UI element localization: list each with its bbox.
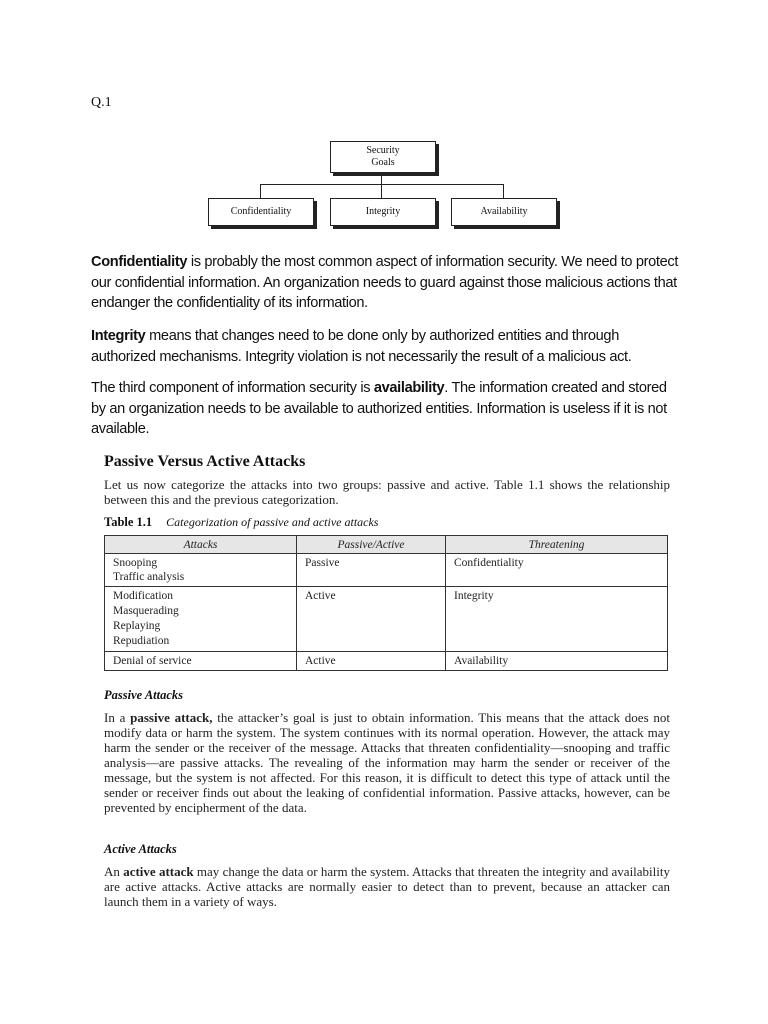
diagram-connector-stem [381, 172, 382, 184]
paragraph-integrity [91, 326, 681, 367]
paragraph-integrity-text: means that changes need to be done only by authorized entities and through authorized mechanisms. Integrity violation is not necessarily the result of a malicious act. [91, 328, 632, 365]
active-text: may change the data or harm the system. Attacks that threaten the integrity and availability are active attacks. Active attacks are normally easier to detect than to prevent, because an attacker can launch them in a variety of ways. [104, 864, 671, 909]
term-confidentiality: Confidentiality [91, 254, 188, 270]
term-availability: availability [373, 380, 445, 396]
attack-name: Traffic analysis [113, 571, 185, 583]
paragraph-confidentiality [91, 252, 681, 314]
table-cell-type: Active [297, 587, 446, 652]
book-intro: Let us now categorize the attacks into two groups: passive and active. Table 1.1 shows the relationship between this and the previous categorization. [104, 477, 670, 507]
diagram-box-availability: Availability [451, 198, 557, 226]
active-pre: An [104, 864, 124, 879]
attack-name: Repudiation [113, 635, 170, 647]
paragraph-availability-post: . The information created and stored by an organization needs to be available to authorized entities. Information is useless if it is not available. [91, 380, 667, 437]
paragraph-availability-pre: The third component of information security is [91, 380, 374, 396]
table-cell-attacks [105, 652, 297, 671]
table-cell-type: Active [297, 652, 446, 671]
attack-name: Masquerading [113, 605, 179, 617]
diagram-connector-right [503, 184, 504, 198]
subheading-active-attacks: Active Attacks [104, 842, 177, 856]
diagram-connector-left [260, 184, 261, 198]
table-row [105, 554, 668, 587]
table-cell-threat: Confidentiality [446, 554, 668, 587]
table-header-row [105, 536, 668, 554]
table-caption [104, 515, 378, 530]
table-row [105, 652, 668, 671]
table-header-attacks: Attacks [105, 536, 297, 554]
question-number: Q.1 [91, 95, 112, 110]
active-attacks-paragraph [104, 864, 670, 909]
table-header-passive-active: Passive/Active [297, 536, 446, 554]
table-cell-threat: Availability [446, 652, 668, 671]
attack-name: Denial of service [113, 655, 192, 667]
diagram-connector-middle [381, 184, 382, 198]
table-cell-threat: Integrity [446, 587, 668, 652]
subheading-passive-attacks: Passive Attacks [104, 688, 184, 702]
paragraph-availability [91, 378, 681, 440]
table-row [105, 587, 668, 652]
diagram-connector-bar [260, 184, 504, 185]
diagram-box-integrity: Integrity [330, 198, 436, 226]
passive-text: the attacker’s goal is just to obtain information. This means that the attack does not modify data or harm the system. The system continues with its normal operation. However, the attack may harm the sender or the receiver of the message. Attacks that threaten confidentiality—snooping and traffic analysis—are passive attacks. The revealing of the information may harm the sender or receiver of the message, but the system is not affected. For this reason, it is difficult to detect this type of attack until the sender or receiver finds out about the leaking of confidential information. Passive attacks, however, can be prevented by encipherment of the data. [104, 710, 670, 815]
table-label: Table 1.1 [104, 515, 153, 529]
section-heading-passive-vs-active: Passive Versus Active Attacks [104, 453, 306, 470]
attack-name: Snooping [113, 557, 158, 569]
table-cell-attacks [105, 587, 297, 652]
diagram-box-confidentiality: Confidentiality [208, 198, 314, 226]
paragraph-confidentiality-text: is probably the most common aspect of information security. We need to protect our confidential information. An organization needs to guard against those malicious actions that endanger the confidentiality of its information. [91, 254, 679, 311]
diagram-root-box [330, 141, 436, 173]
diagram-root-line-1: Security [366, 145, 400, 156]
passive-attacks-paragraph [104, 710, 670, 815]
table-cell-attacks [105, 554, 297, 587]
attack-name: Replaying [113, 620, 161, 632]
diagram-root-line-2: Goals [371, 157, 395, 168]
term-integrity: Integrity [91, 328, 146, 344]
table-header-threatening: Threatening [446, 536, 668, 554]
passive-pre: In a [104, 710, 131, 725]
term-passive-attack: passive attack, [130, 710, 213, 725]
term-active-attack: active attack [123, 864, 194, 879]
table-title: Categorization of passive and active attacks [166, 515, 379, 529]
attack-name: Modification [113, 590, 174, 602]
table-cell-type: Passive [297, 554, 446, 587]
attacks-table [104, 535, 668, 671]
